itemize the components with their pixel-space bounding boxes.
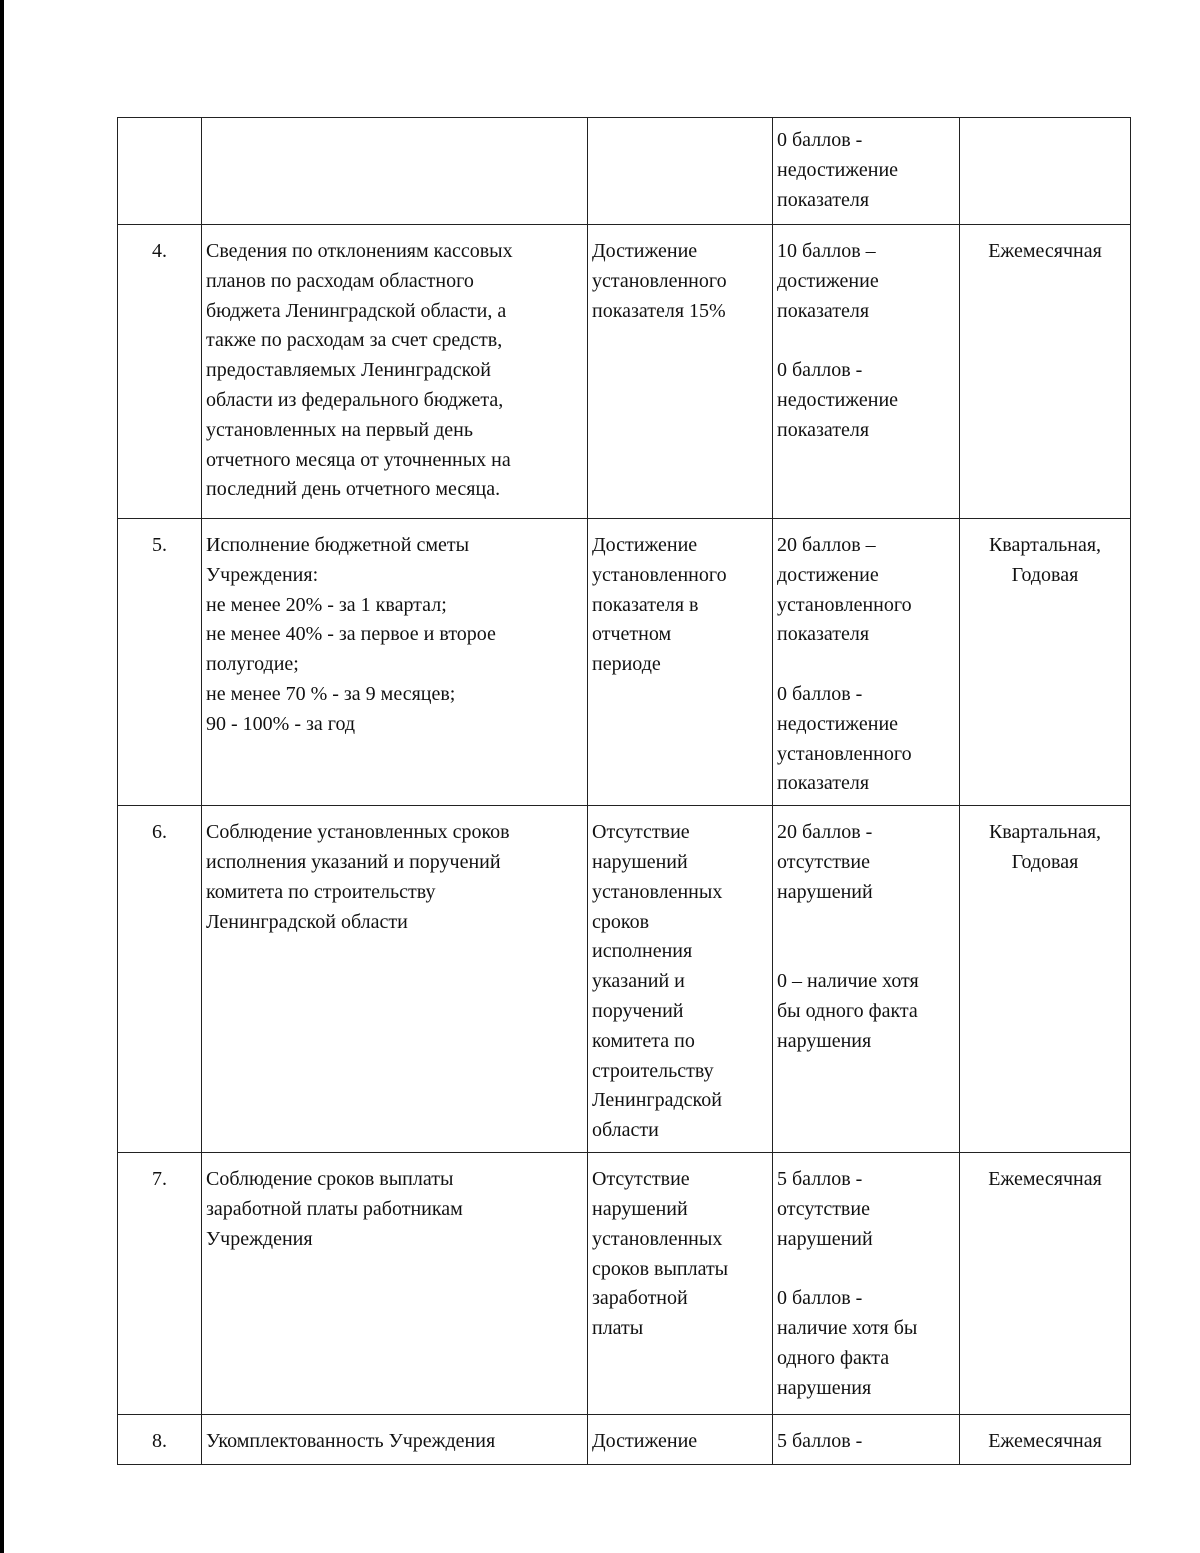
row-number: 8. [118, 1415, 202, 1465]
points-text: 0 баллов - недостижение показателя [777, 129, 899, 211]
points-cell [773, 225, 960, 519]
row-number: 6. [118, 806, 202, 1153]
points-text-failed: 0 баллов - наличие хотя бы одного факта нарушения [777, 1287, 918, 1399]
indicator-cell: Соблюдение сроков выплаты заработной платы работникам Учреждения [202, 1153, 588, 1415]
indicator-cell: Соблюдение установленных сроков исполнения указаний и поручений комитета по строительству Ленинградской области [202, 806, 588, 1153]
scan-edge [0, 0, 4, 1553]
periodicity-cell: Квартальная, Годовая [960, 519, 1131, 806]
points-cell [773, 519, 960, 806]
table-row [118, 225, 1131, 519]
table-row [118, 118, 1131, 225]
points-text-achieved: 5 баллов - отсутствие нарушений [777, 1168, 873, 1250]
criterion-cell: Отсутствие нарушений установленных сроков исполнения указаний и поручений комитета по строительству Ленинградской области [588, 806, 773, 1153]
indicator-cell [202, 118, 588, 225]
points-text-achieved: 10 баллов – достижение показателя [777, 240, 879, 322]
periodicity-cell: Ежемесячная [960, 1415, 1131, 1465]
periodicity-cell: Ежемесячная [960, 1153, 1131, 1415]
points-text-achieved: 5 баллов - [777, 1430, 863, 1453]
criteria-table [117, 117, 1131, 1465]
points-cell [773, 1415, 960, 1465]
table-row [118, 1153, 1131, 1415]
row-number: 5. [118, 519, 202, 806]
points-cell [773, 1153, 960, 1415]
periodicity-cell: Ежемесячная [960, 225, 1131, 519]
row-number: 4. [118, 225, 202, 519]
criterion-cell: Достижение установленного показателя в отчетном периоде [588, 519, 773, 806]
criterion-cell [588, 118, 773, 225]
periodicity-cell: Квартальная, Годовая [960, 806, 1131, 1153]
points-cell [773, 118, 960, 225]
points-text-achieved: 20 баллов - отсутствие нарушений [777, 821, 873, 903]
points-cell [773, 806, 960, 1153]
indicator-cell: Исполнение бюджетной сметы Учреждения: не менее 20% - за 1 квартал; не менее 40% - за первое и второе полугодие; не менее 70 % - за 9 месяцев; 90 - 100% - за год [202, 519, 588, 806]
indicator-cell: Укомплектованность Учреждения [202, 1415, 588, 1465]
table-row [118, 1415, 1131, 1465]
row-number [118, 118, 202, 225]
row-number: 7. [118, 1153, 202, 1415]
points-text-failed: 0 – наличие хотя бы одного факта нарушения [777, 970, 919, 1052]
criterion-cell: Отсутствие нарушений установленных сроков выплаты заработной платы [588, 1153, 773, 1415]
table-row [118, 519, 1131, 806]
points-text-failed: 0 баллов - недостижение показателя [777, 359, 899, 441]
indicator-cell: Сведения по отклонениям кассовых планов по расходам областного бюджета Ленинградской области, а также по расходам за счет средств, предоставляемых Ленинградской области из федерального бюджета, установленных на первый день отчетного месяца от уточненных на последний день отчетного месяца. [202, 225, 588, 519]
criterion-cell: Достижение установленного показателя 15% [588, 225, 773, 519]
criterion-cell: Достижение [588, 1415, 773, 1465]
points-text-failed: 0 баллов - недостижение установленного показателя [777, 682, 912, 795]
table-row [118, 806, 1131, 1153]
periodicity-cell [960, 118, 1131, 225]
points-text-achieved: 20 баллов – достижение установленного показателя [777, 534, 912, 646]
